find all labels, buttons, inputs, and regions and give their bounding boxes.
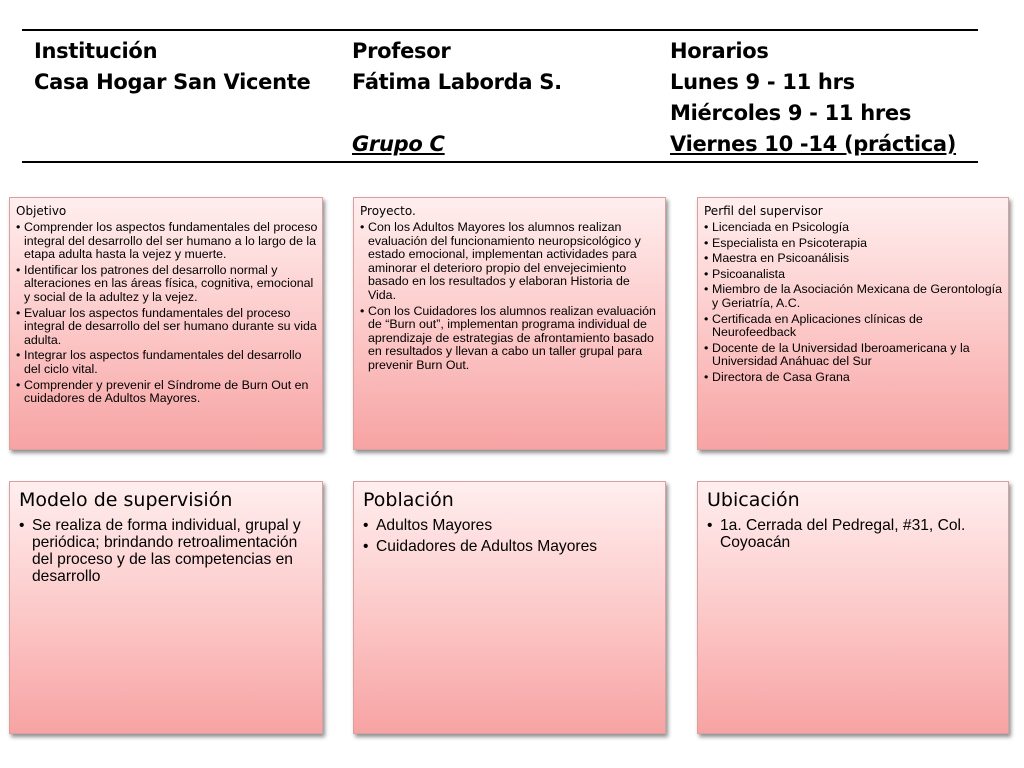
list-item: • Cuidadores de Adultos Mayores xyxy=(363,538,659,555)
header-institucion xyxy=(34,36,310,98)
list-item: • Certificada en Aplicaciones clínicas de Neurofeedback xyxy=(704,313,1004,340)
horario-item: Lunes 9 - 11 hrs xyxy=(670,70,855,94)
modelo-box xyxy=(9,481,323,734)
poblacion-list xyxy=(354,517,665,555)
ubicacion-box xyxy=(697,481,1009,734)
header-horarios xyxy=(670,36,956,160)
proyecto-list xyxy=(354,221,665,373)
proyecto-box xyxy=(353,197,666,450)
proyecto-title: Proyecto. xyxy=(360,204,416,218)
poblacion-title: Población xyxy=(363,489,454,511)
grupo-label: Grupo C xyxy=(352,132,445,156)
list-item: • Psicoanalista xyxy=(704,268,1004,282)
header-rule-bottom xyxy=(22,161,978,163)
list-item: • 1a. Cerrada del Pedregal, #31, Col. Coyoacán xyxy=(707,517,1002,551)
objetivo-box xyxy=(9,197,323,450)
horarios-label: Horarios xyxy=(670,39,769,63)
modelo-title: Modelo de supervisión xyxy=(19,489,233,511)
perfil-list xyxy=(698,221,1008,385)
list-item: • Comprender los aspectos fundamentales del proceso integral del desarrollo del ser humano a lo largo de la etapa adulta hasta la vejez y muerte. xyxy=(16,221,318,262)
header-spacer xyxy=(352,98,562,129)
header-profesor xyxy=(352,36,562,160)
header-rule-top xyxy=(22,29,978,31)
list-item: • Evaluar los aspectos fundamentales del proceso integral de desarrollo del ser humano durante su vida adulta. xyxy=(16,307,318,348)
list-item: • Docente de la Universidad Iberoamericana y la Universidad Anáhuac del Sur xyxy=(704,342,1004,369)
perfil-box xyxy=(697,197,1009,450)
list-item: • Con los Cuidadores los alumnos realizan evaluación de “Burn out”, implementan programa individual de aprendizaje de estrategias de afrontamiento basado en resultados y llevan a cabo un taller grupal para prevenir Burn Out. xyxy=(360,305,661,373)
list-item: • Adultos Mayores xyxy=(363,517,659,534)
list-item: • Identificar los patrones del desarrollo normal y alteraciones en las áreas física, cognitiva, emocional y social de la adultez y la vejez. xyxy=(16,264,318,305)
list-item: • Especialista en Psicoterapia xyxy=(704,237,1004,251)
objetivo-list xyxy=(10,221,322,406)
list-item: • Con los Adultos Mayores los alumnos realizan evaluación del funcionamiento neuropsicológico y estado emocional, implementan actividades para aminorar el deterioro propio del envejecimiento basado en los resultados y elaboran Historia de Vida. xyxy=(360,221,661,303)
institucion-label: Institución xyxy=(34,39,158,63)
list-item: • Directora de Casa Grana xyxy=(704,371,1004,385)
list-item: • Licenciada en Psicología xyxy=(704,221,1004,235)
ubicacion-list xyxy=(698,517,1008,551)
horario-item: Miércoles 9 - 11 hres xyxy=(670,101,912,125)
ubicacion-title: Ubicación xyxy=(707,489,800,511)
institucion-value: Casa Hogar San Vicente xyxy=(34,70,311,94)
list-item: • Se realiza de forma individual, grupal y periódica; brindando retroalimentación del proceso y de las competencias en desarrollo xyxy=(19,517,316,585)
objetivo-title: Objetivo xyxy=(16,204,67,218)
perfil-title: Perfil del supervisor xyxy=(704,204,823,218)
horario-item: Viernes 10 -14 (práctica) xyxy=(670,132,957,156)
list-item: • Integrar los aspectos fundamentales del desarrollo del ciclo vital. xyxy=(16,349,318,376)
list-item: • Miembro de la Asociación Mexicana de Gerontología y Geriatría, A.C. xyxy=(704,283,1004,310)
poblacion-box xyxy=(353,481,666,734)
profesor-value: Fátima Laborda S. xyxy=(352,70,562,94)
profesor-label: Profesor xyxy=(352,39,451,63)
list-item: • Maestra en Psicoanálisis xyxy=(704,252,1004,266)
list-item: • Comprender y prevenir el Síndrome de Burn Out en cuidadores de Adultos Mayores. xyxy=(16,379,318,406)
modelo-list xyxy=(10,517,322,585)
